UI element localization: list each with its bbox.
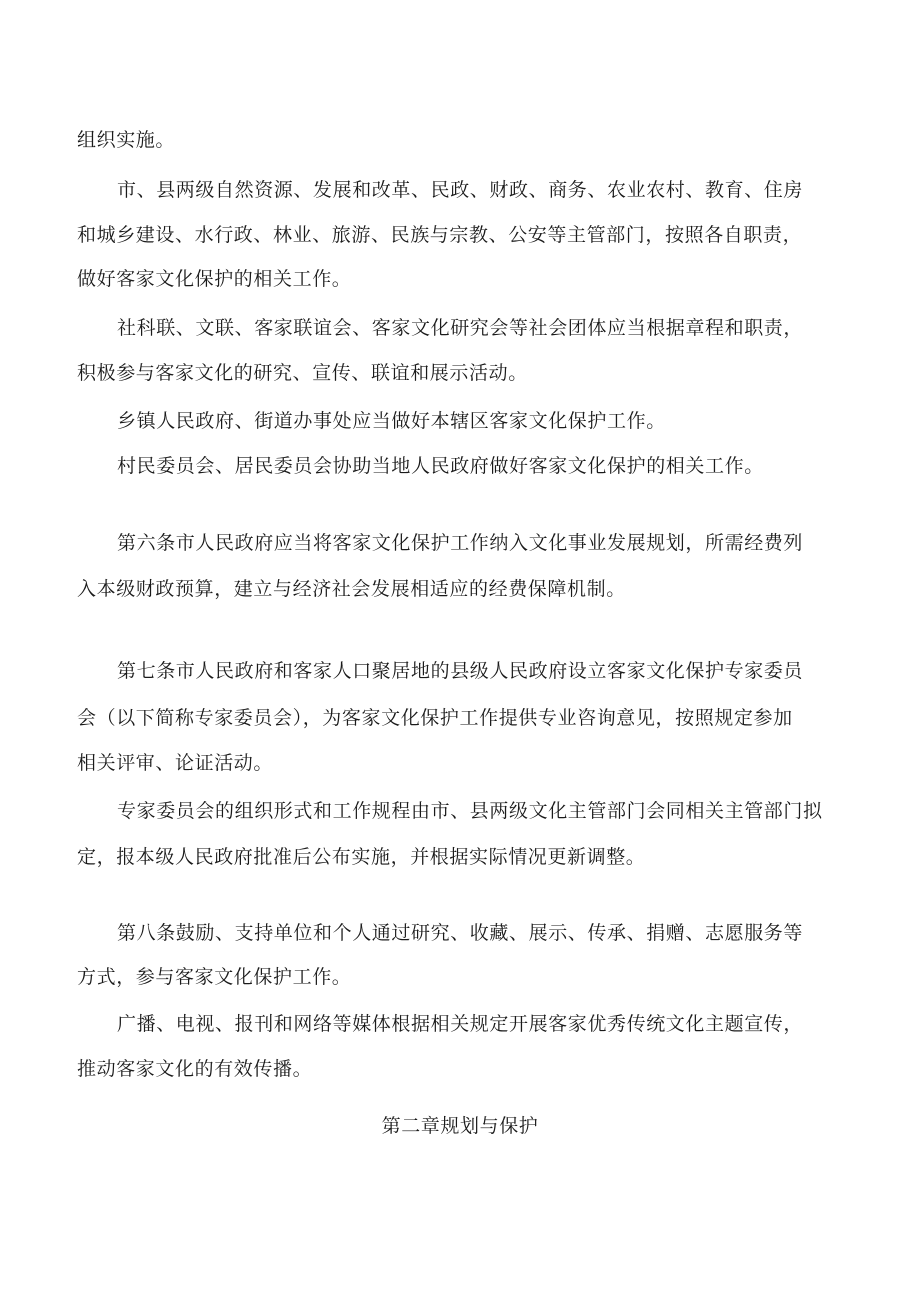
text-line: 入本级财政预算，建立与经济社会发展相适应的经费保障机制。 bbox=[77, 578, 626, 600]
text-line: 专家委员会的组织形式和工作规程由市、县两级文化主管部门会同相关主管部门拟 bbox=[117, 800, 823, 822]
text-line: 第七条市人民政府和客家人口聚居地的县级人民政府设立客家文化保护专家委员 bbox=[117, 660, 804, 682]
text-line: 村民委员会、居民委员会协助当地人民政府做好客家文化保护的相关工作。 bbox=[117, 455, 764, 477]
text-line: 第六条市人民政府应当将客家文化保护工作纳入文化事业发展规划，所需经费列 bbox=[117, 532, 804, 554]
text-line: 和城乡建设、水行政、林业、旅游、民族与宗教、公安等主管部门，按照各自职责， bbox=[77, 224, 803, 246]
chapter-heading: 第二章规划与保护 bbox=[381, 1115, 539, 1137]
text-line: 乡镇人民政府、街道办事处应当做好本辖区客家文化保护工作。 bbox=[117, 410, 666, 432]
text-line: 第八条鼓励、支持单位和个人通过研究、收藏、展示、传承、捐赠、志愿服务等 bbox=[117, 922, 804, 944]
text-line: 市、县两级自然资源、发展和改革、民政、财政、商务、农业农村、教育、住房 bbox=[117, 179, 804, 201]
text-line: 相关评审、论证活动。 bbox=[77, 752, 274, 774]
text-line: 广播、电视、报刊和网络等媒体根据相关规定开展客家优秀传统文化主题宣传， bbox=[117, 1013, 804, 1035]
text-line: 会（以下简称专家委员会），为客家文化保护工作提供专业咨询意见，按照规定参加 bbox=[77, 707, 793, 729]
text-line: 推动客家文化的有效传播。 bbox=[77, 1058, 313, 1080]
text-line: 组织实施。 bbox=[77, 129, 176, 151]
text-line: 积极参与客家文化的研究、宣传、联谊和展示活动。 bbox=[77, 362, 528, 384]
text-line: 社科联、文联、客家联谊会、客家文化研究会等社会团体应当根据章程和职责， bbox=[117, 317, 804, 339]
text-line: 方式，参与客家文化保护工作。 bbox=[77, 966, 352, 988]
text-line: 做好客家文化保护的相关工作。 bbox=[77, 268, 352, 290]
text-line: 定，报本级人民政府批准后公布实施，并根据实际情况更新调整。 bbox=[77, 846, 646, 868]
